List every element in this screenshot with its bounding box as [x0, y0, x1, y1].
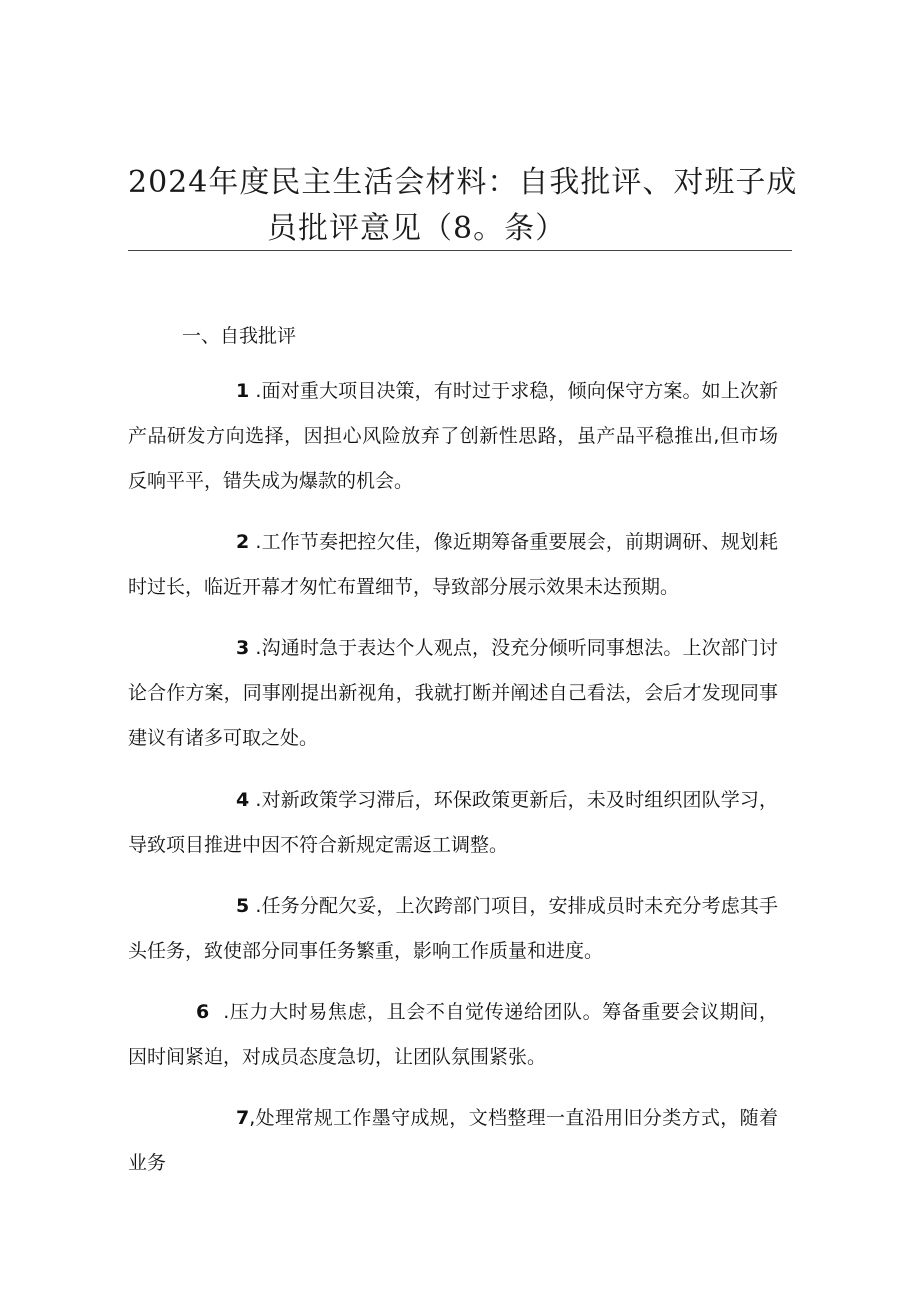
item-number: 6 [196, 1001, 210, 1023]
critique-item-2 [128, 520, 778, 610]
item-text: .工作节奏把控欠佳，像近期筹备重要展会，前期调研、规划耗时过长，临近开幕才匆忙布置细节，导致部分展示效果未达预期。 [128, 531, 778, 598]
critique-item-3 [128, 626, 778, 761]
item-text: .对新政策学习滞后，环保政策更新后，未及时组织团队学习，导致项目推进中因不符合新规定需返工调整。 [128, 789, 778, 856]
item-number: 2 [236, 531, 250, 553]
critique-item-1 [128, 369, 778, 504]
document-title-line-1: 2024年度民主生活会材料：自我批评、对班子成 [128, 165, 798, 200]
item-number: 1 [236, 380, 250, 402]
document-title [128, 160, 798, 252]
item-number: 7 [236, 1107, 250, 1129]
critique-item-5 [128, 884, 778, 974]
item-text: .沟通时急于表达个人观点，没充分倾听同事想法。上次部门讨论合作方案，同事刚提出新视角，我就打断并阐述自己看法，会后才发现同事建议有诸多可取之处。 [128, 637, 778, 749]
critique-item-6 [128, 990, 778, 1080]
section-heading: 一、自我批评 [182, 325, 297, 347]
item-text: ,处理常规工作墨守成规，文档整理一直沿用旧分类方式，随着业务 [128, 1107, 778, 1174]
item-text: .面对重大项目决策，有时过于求稳，倾向保守方案。如上次新产品研发方向选择，因担心风险放弃了创新性思路，虽产品平稳推出,但市场反响平平，错失成为爆款的机会。 [128, 380, 778, 492]
title-divider [128, 250, 792, 251]
item-number: 3 [236, 637, 250, 659]
document-title-line-2: 员批评意见（8。条） [267, 211, 567, 246]
item-number: 4 [236, 789, 250, 811]
item-text: .任务分配欠妥，上次跨部门项目，安排成员时未充分考虑其手头任务，致使部分同事任务繁重，影响工作质量和进度。 [128, 895, 778, 962]
critique-item-4 [128, 778, 778, 868]
item-number: 5 [236, 895, 250, 917]
critique-item-7 [128, 1096, 778, 1186]
item-text: .压力大时易焦虑，且会不自觉传递给团队。筹备重要会议期间，因时间紧迫，对成员态度急切，让团队氛围紧张。 [128, 1001, 778, 1068]
